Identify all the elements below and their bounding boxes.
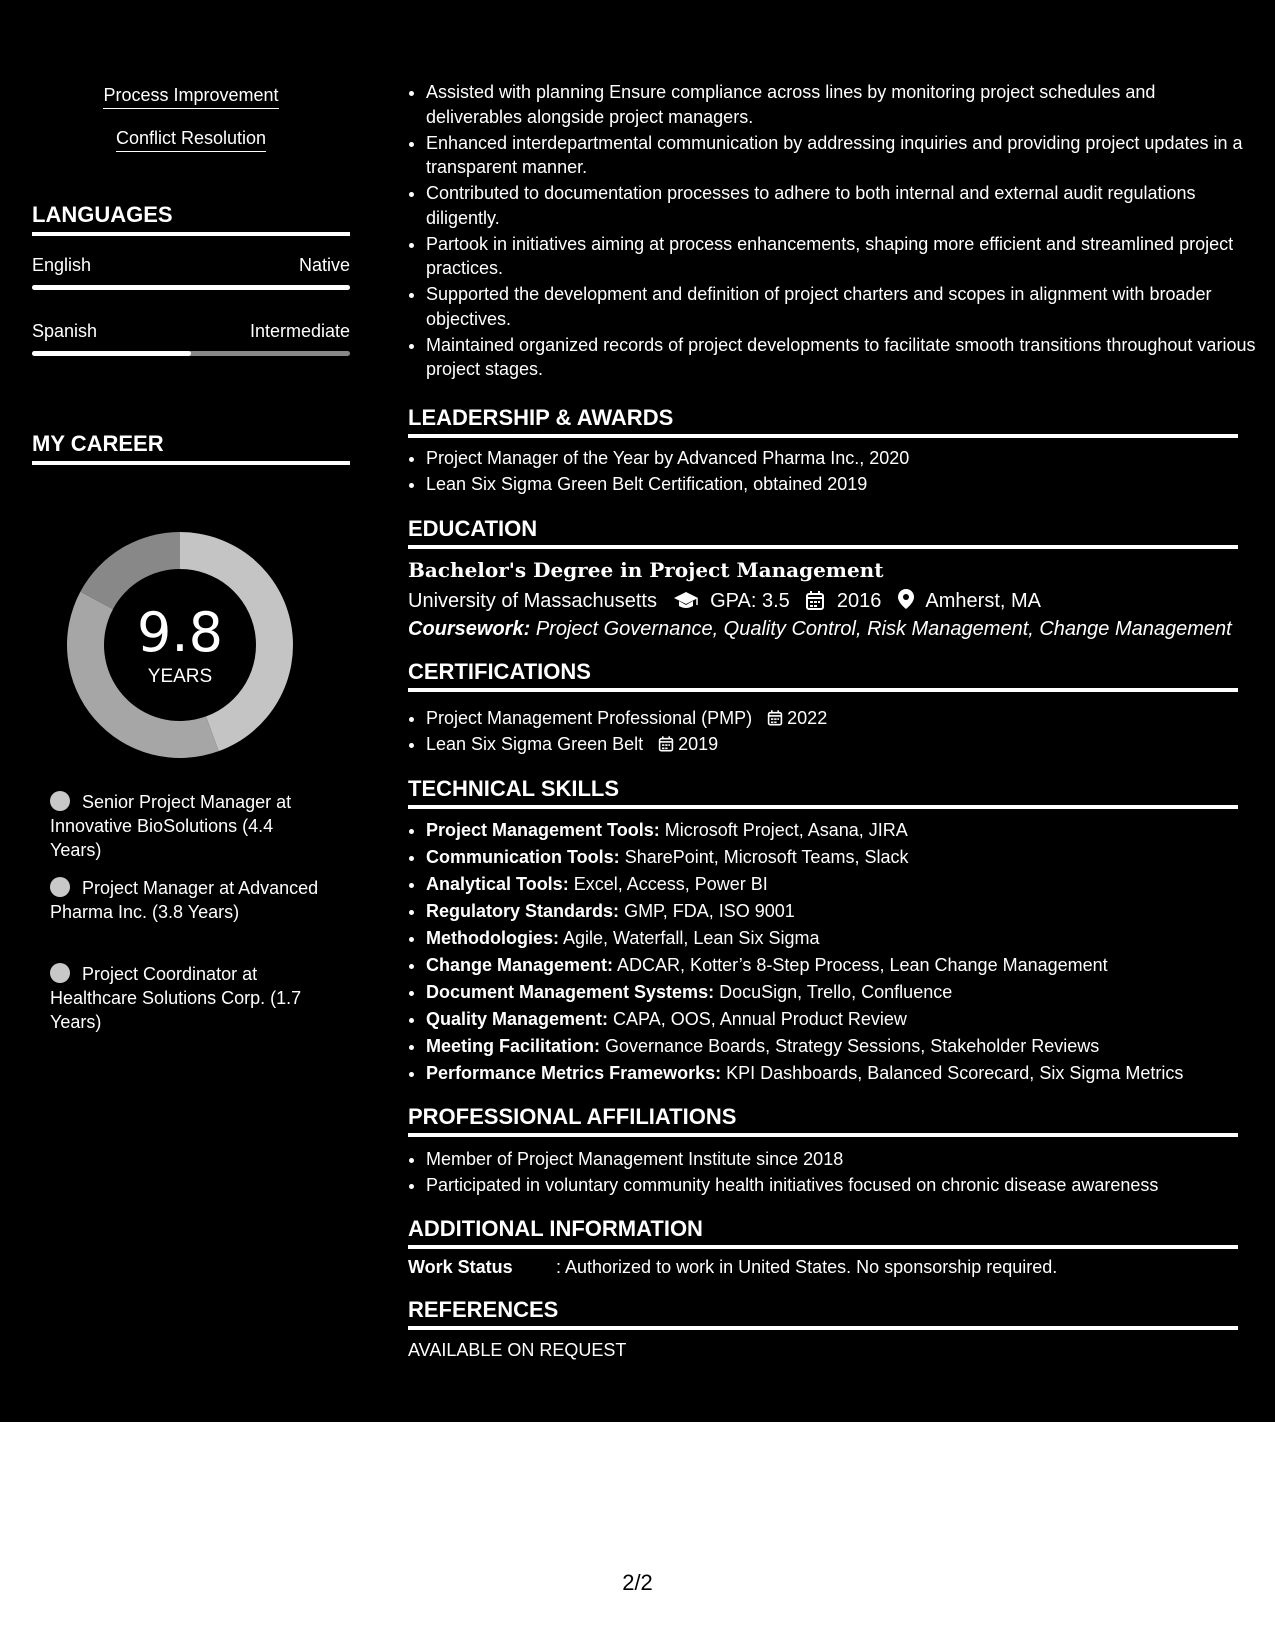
technical-skills-list [408, 818, 1256, 1088]
affiliations-heading: PROFESSIONAL AFFILIATIONS [408, 1104, 1238, 1137]
career-dot-icon [50, 877, 70, 897]
language-level: Intermediate [249, 321, 350, 341]
career-item [50, 790, 320, 862]
skill-tag [0, 128, 382, 152]
career-heading: MY CAREER [32, 431, 350, 465]
sidebar [0, 0, 382, 1422]
list-item [426, 845, 1256, 871]
education-heading: EDUCATION [408, 516, 1238, 549]
skill-value: Governance Boards, Strategy Sessions, Stakeholder Reviews [605, 1036, 1100, 1056]
work-status-label: Work Status [408, 1257, 513, 1277]
list-item: • Contributed to documentation processes to adhere to both internal and external audit regulations diligently. [426, 181, 1256, 230]
skill-value: Excel, Access, Power BI [573, 874, 768, 894]
skill-label: Methodologies: [426, 928, 559, 948]
skill-value: Agile, Waterfall, Lean Six Sigma [563, 928, 820, 948]
skill-label: Regulatory Standards: [426, 901, 620, 921]
career-total-years: 9.8 [137, 601, 223, 664]
main-content [382, 0, 1275, 1422]
skill-tag-label: Conflict Resolution [116, 128, 266, 152]
calendar-icon [767, 709, 783, 726]
career-item [50, 962, 320, 1034]
coursework-label: Coursework: [408, 618, 531, 640]
language-proficiency-bar [32, 285, 350, 290]
skill-label: Change Management: [426, 955, 614, 975]
degree-title: Bachelor's Degree in Project Management [408, 558, 884, 582]
graduation-year: 2016 [836, 590, 882, 612]
page-number: 2/2 [622, 1570, 653, 1595]
education-location: Amherst, MA [925, 590, 1041, 612]
list-item: • Maintained organized records of project developments to facilitate smooth transitions throughout various project stages. [426, 333, 1256, 382]
languages-heading: LANGUAGES [32, 202, 350, 236]
language-proficiency-bar [32, 351, 350, 356]
certifications-heading: CERTIFICATIONS [408, 659, 1238, 692]
affiliations-list [408, 1147, 1256, 1199]
location-pin-icon [897, 588, 915, 610]
graduation-cap-icon [673, 590, 699, 610]
skill-value: GMP, FDA, ISO 9001 [624, 901, 795, 921]
certification-year: 2019 [678, 734, 719, 754]
list-item: • Partook in initiatives aiming at process enhancements, shaping more efficient and streamlined project practices. [426, 232, 1256, 281]
career-dot-icon [50, 963, 70, 983]
leadership-heading: LEADERSHIP & AWARDS [408, 405, 1238, 438]
leadership-list [408, 446, 1256, 498]
calendar-icon [658, 735, 674, 752]
list-item [426, 732, 1256, 757]
list-item: • Assisted with planning Ensure compliance across lines by monitoring project schedules and deliverables alongside project managers. [426, 80, 1256, 129]
list-item [426, 818, 1256, 844]
list-item [426, 953, 1256, 979]
skill-tag-label: Process Improvement [103, 85, 278, 109]
list-item: • Enhanced interdepartmental communication by addressing inquiries and providing project updates in a transparent manner. [426, 131, 1256, 180]
certification-year: 2022 [787, 708, 828, 728]
career-total-unit: YEARS [147, 666, 213, 687]
work-status-value: : Authorized to work in United States. No sponsorship required. [556, 1257, 1058, 1277]
language-name: English [32, 255, 92, 275]
list-item [426, 980, 1256, 1006]
skill-value: DocuSign, Trello, Confluence [719, 982, 953, 1002]
list-item: • Participated in voluntary community health initiatives focused on chronic disease awareness [426, 1173, 1256, 1198]
list-item [426, 1007, 1256, 1033]
skill-label: Project Management Tools: [426, 820, 660, 840]
skill-label: Document Management Systems: [426, 982, 715, 1002]
technical-skills-heading: TECHNICAL SKILLS [408, 776, 1238, 809]
list-item [426, 1034, 1256, 1060]
work-status-row [408, 1257, 1238, 1278]
certification-name: Lean Six Sigma Green Belt [426, 734, 644, 754]
experience-bullets [408, 80, 1256, 383]
language-proficiency-fill [32, 351, 191, 356]
skill-value: SharePoint, Microsoft Teams, Slack [624, 847, 909, 867]
list-item [426, 899, 1256, 925]
references-heading: REFERENCES [408, 1297, 1238, 1330]
language-name: Spanish [32, 321, 98, 341]
certifications-list [408, 706, 1256, 758]
references-text: AVAILABLE ON REQUEST [408, 1340, 627, 1360]
list-item [426, 926, 1256, 952]
skill-label: Meeting Facilitation: [426, 1036, 601, 1056]
skill-tag [0, 85, 382, 109]
list-item [426, 706, 1256, 731]
career-item-text: Project Coordinator at Healthcare Solutions Corp. (1.7 Years) [50, 964, 302, 1032]
list-item [426, 1061, 1256, 1087]
career-item [50, 876, 320, 924]
language-proficiency-fill [32, 285, 350, 290]
school-name: University of Massachusetts [408, 590, 657, 612]
list-item: • Lean Six Sigma Green Belt Certification, obtained 2019 [426, 472, 1256, 497]
additional-info-heading: ADDITIONAL INFORMATION [408, 1216, 1238, 1249]
list-item: • Member of Project Management Institute since 2018 [426, 1147, 1256, 1172]
calendar-icon [805, 590, 825, 610]
skill-value: KPI Dashboards, Balanced Scorecard, Six Sigma Metrics [726, 1063, 1184, 1083]
list-item: • Supported the development and definition of project charters and scopes in alignment with broader objectives. [426, 282, 1256, 331]
skill-label: Analytical Tools: [426, 874, 569, 894]
career-dot-icon [50, 791, 70, 811]
skill-label: Quality Management: [426, 1009, 609, 1029]
career-item-text: Project Manager at Advanced Pharma Inc. (3.8 Years) [50, 878, 319, 922]
career-item-text: Senior Project Manager at Innovative BioSolutions (4.4 Years) [50, 792, 292, 860]
career-donut-chart [65, 530, 295, 760]
gpa: GPA: 3.5 [710, 590, 790, 612]
list-item [426, 872, 1256, 898]
skill-label: Performance Metrics Frameworks: [426, 1063, 722, 1083]
career-donut-segment [80, 532, 180, 609]
coursework-text: Project Governance, Quality Control, Risk Management, Change Management [535, 618, 1232, 640]
skill-value: CAPA, OOS, Annual Product Review [613, 1009, 907, 1029]
skill-value: ADCAR, Kotter’s 8-Step Process, Lean Change Management [617, 955, 1108, 975]
language-level: Native [298, 255, 350, 275]
coursework [408, 618, 1238, 641]
certification-name: Project Management Professional (PMP) [426, 708, 753, 728]
education-details [408, 588, 1238, 613]
skill-label: Communication Tools: [426, 847, 620, 867]
list-item: • Project Manager of the Year by Advanced Pharma Inc., 2020 [426, 446, 1256, 471]
skill-value: Microsoft Project, Asana, JIRA [664, 820, 908, 840]
